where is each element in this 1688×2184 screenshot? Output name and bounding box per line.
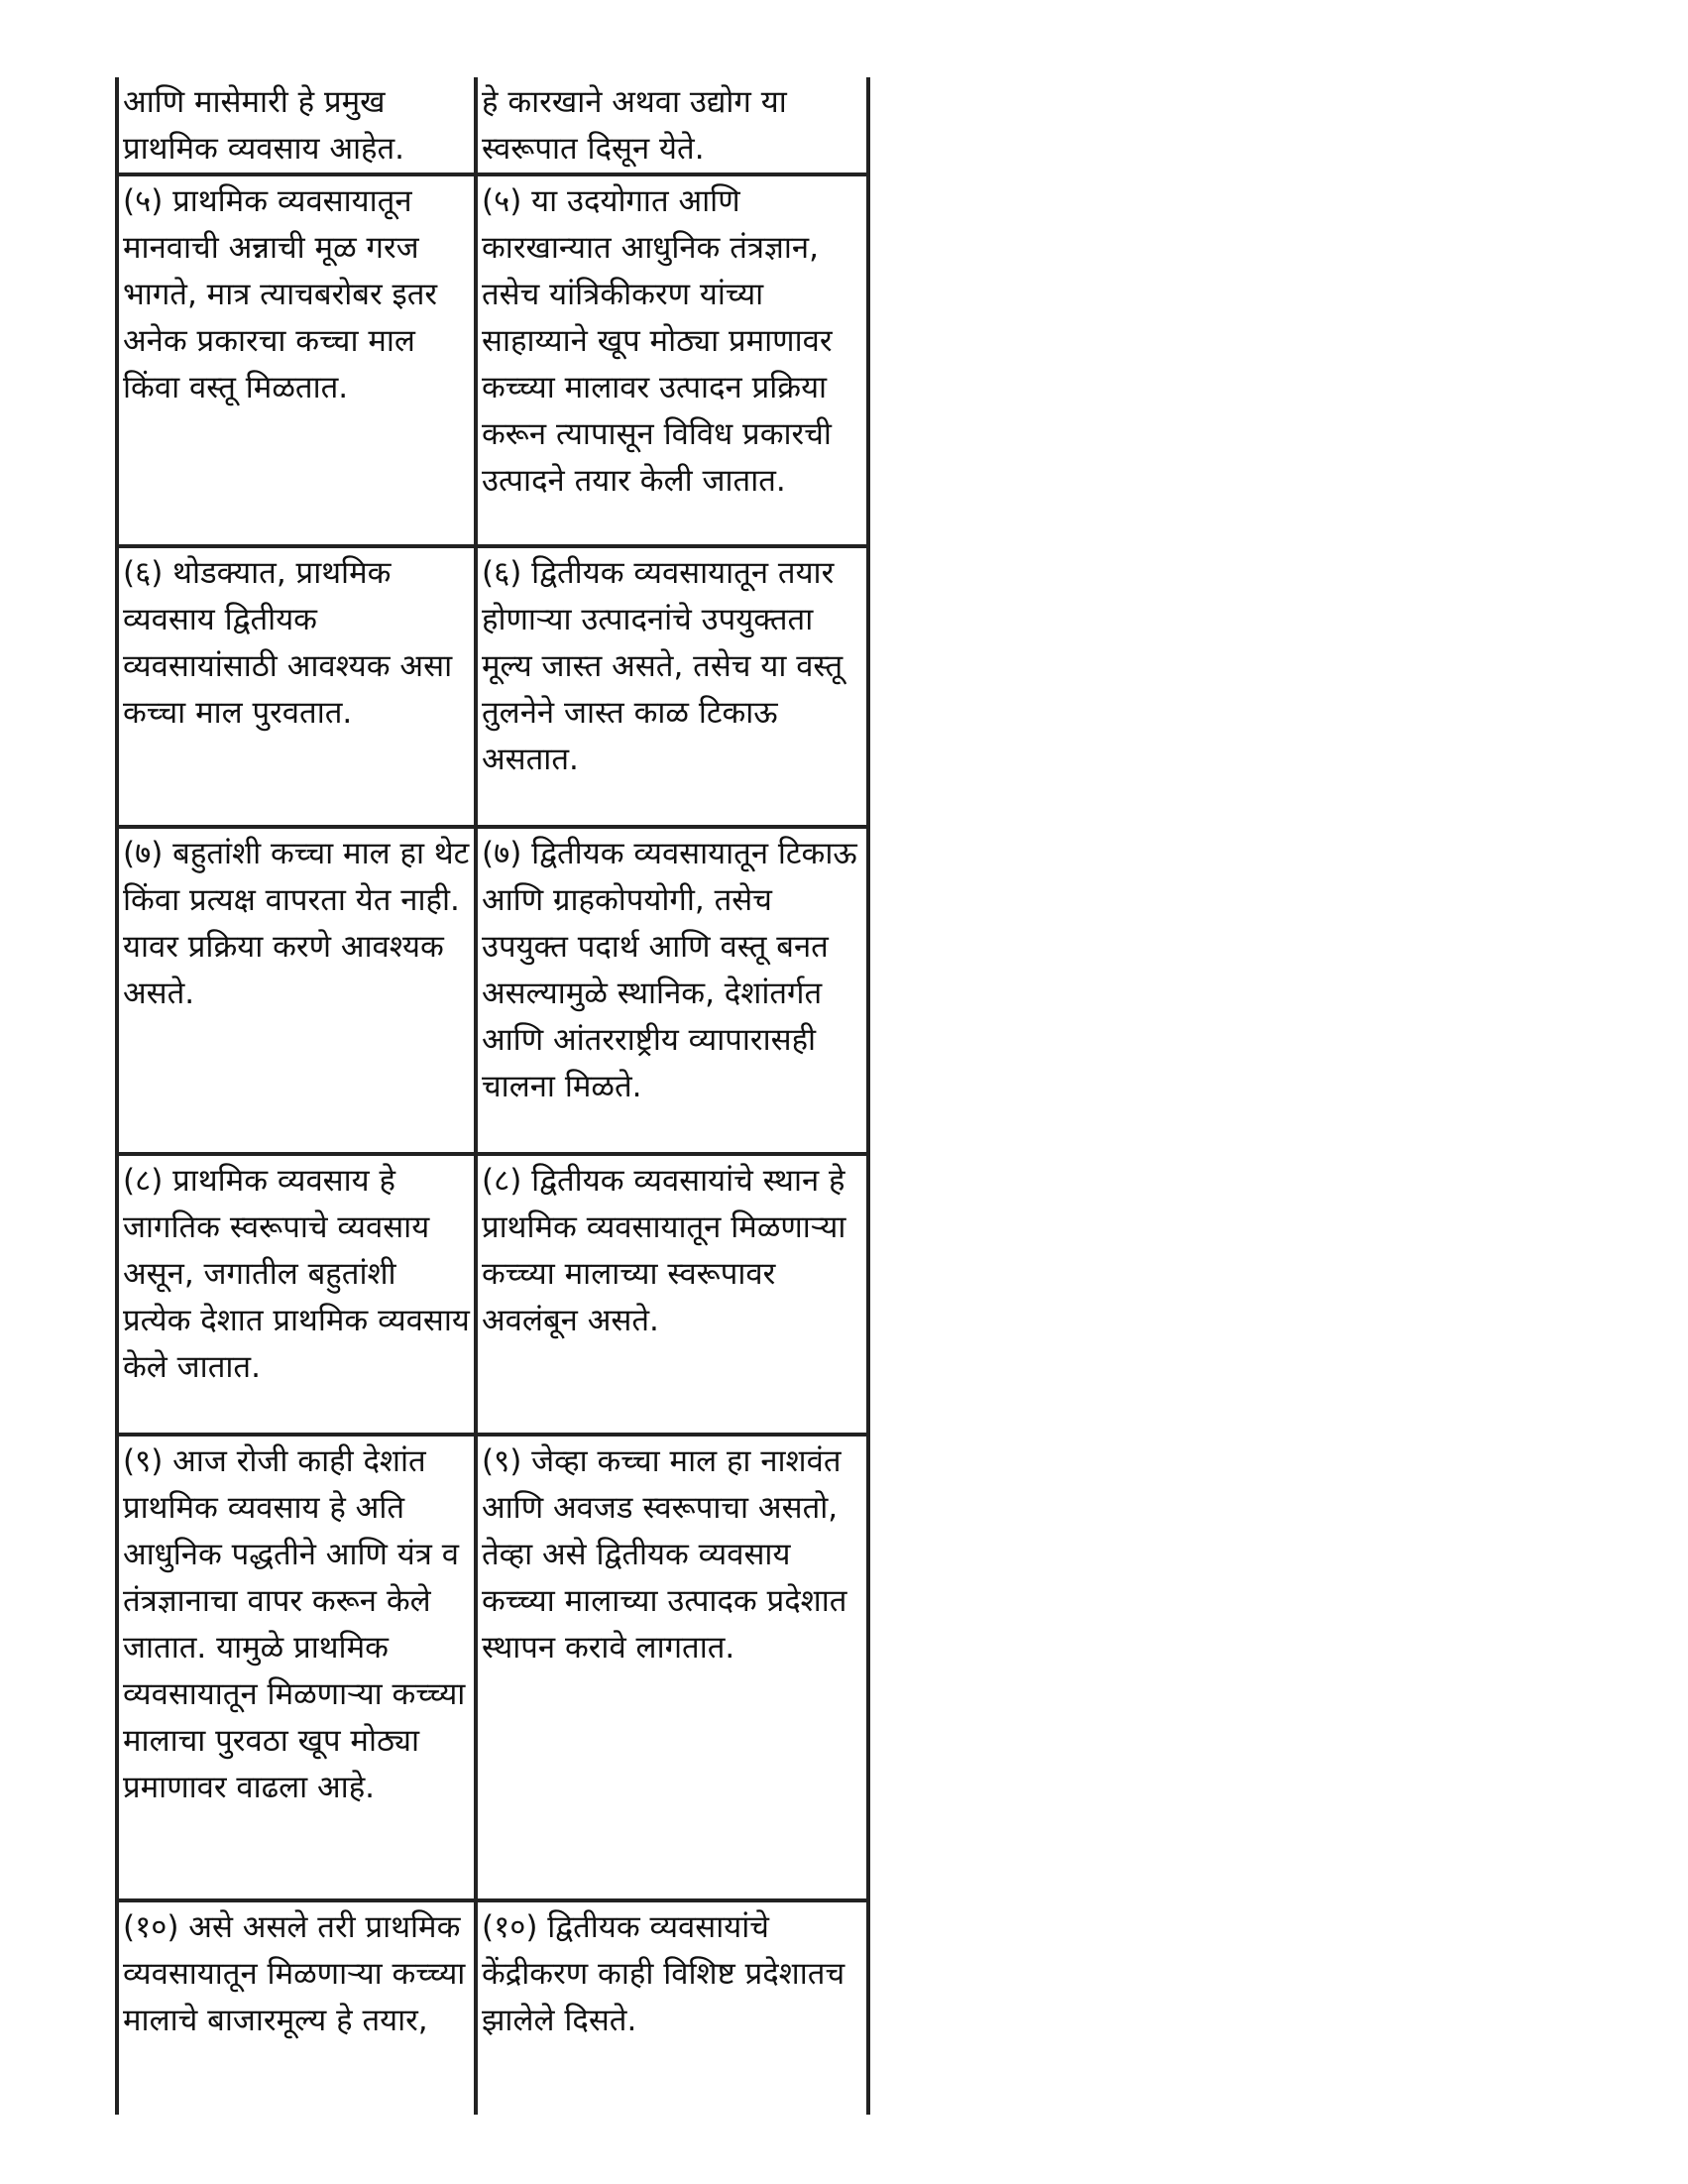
right-cell bbox=[476, 827, 868, 1154]
cell-text: (१०) असे असले तरी प्राथमिक व्यवसायातून मिळणाऱ्या कच्च्या मालाचे बाजारमूल्य हे तयार, bbox=[123, 1909, 466, 2038]
left-cell bbox=[117, 827, 476, 1154]
cell-text: (६) द्वितीयक व्यवसायातून तयार होणाऱ्या उत्पादनांचे उपयुक्तता मूल्य जास्त असते, तसेच या वस्तू तुलनेने जास्त काळ टिकाऊ असतात. bbox=[482, 555, 844, 777]
right-cell bbox=[476, 77, 868, 174]
table-row bbox=[117, 827, 868, 1154]
right-cell bbox=[476, 1900, 868, 2115]
right-cell bbox=[476, 1154, 868, 1435]
cell-text: (८) प्राथमिक व्यवसाय हे जागतिक स्वरूपाचे व्यवसाय असून, जगातील बहुतांशी प्रत्येक देशात प्राथमिक व्यवसाय केले जातात. bbox=[123, 1163, 470, 1385]
cell-text: (७) द्वितीयक व्यवसायातून टिकाऊ आणि ग्राहकोपयोगी, तसेच उपयुक्त पदार्थ आणि वस्तू बनत असल्यामुळे स्थानिक, देशांतर्गत आणि आंतरराष्ट्रीय व्यापारासही चालना मिळते. bbox=[482, 836, 857, 1104]
cell-text: (५) या उदयोगात आणि कारखान्यात आधुनिक तंत्रज्ञान, तसेच यांत्रिकीकरण यांच्या साहाय्याने खूप मोठ्या प्रमाणावर कच्च्या मालावर उत्पादन प्रक्रिया करून त्यापासून विविध प्रकारची उत्पादने तयार केली जातात. bbox=[482, 183, 833, 499]
cell-text: हे कारखाने अथवा उद्योग या स्वरूपात दिसून येते. bbox=[482, 84, 787, 167]
comparison-table-container bbox=[115, 77, 866, 2113]
left-cell bbox=[117, 174, 476, 546]
table-row bbox=[117, 1154, 868, 1435]
table-row bbox=[117, 174, 868, 546]
left-cell bbox=[117, 1154, 476, 1435]
cell-text: (५) प्राथमिक व्यवसायातून मानवाची अन्नाची मूळ गरज भागते, मात्र त्याचबरोबर इतर अनेक प्रकारचा कच्चा माल किंवा वस्तू मिळतात. bbox=[123, 183, 438, 405]
table-row bbox=[117, 546, 868, 827]
left-cell bbox=[117, 1900, 476, 2115]
left-cell bbox=[117, 546, 476, 827]
cell-text: (६) थोडक्यात, प्राथमिक व्यवसाय द्वितीयक व्यवसायांसाठी आवश्यक असा कच्चा माल पुरवतात. bbox=[123, 555, 453, 731]
cell-text: (७) बहुतांशी कच्चा माल हा थेट किंवा प्रत्यक्ष वापरता येत नाही. यावर प्रक्रिया करणे आवश्यक असते. bbox=[123, 836, 470, 1011]
cell-text: (९) आज रोजी काही देशांत प्राथमिक व्यवसाय हे अति आधुनिक पद्धतीने आणि यंत्र व तंत्रज्ञानाचा वापर करून केले जातात. यामुळे प्राथमिक व्यवसायातून मिळणाऱ्या कच्च्या मालाचा पुरवठा खूप मोठ्या प्रमाणावर वाढला आहे. bbox=[123, 1443, 466, 1805]
right-cell bbox=[476, 1435, 868, 1900]
left-cell bbox=[117, 77, 476, 174]
table-row bbox=[117, 1435, 868, 1900]
cell-text: (९) जेव्हा कच्चा माल हा नाशवंत आणि अवजड स्वरूपाचा असतो, तेव्हा असे द्वितीयक व्यवसाय कच्च्या मालाच्या उत्पादक प्रदेशात स्थापन करावे लागतात. bbox=[482, 1443, 847, 1666]
right-cell bbox=[476, 546, 868, 827]
cell-text: आणि मासेमारी हे प्रमुख प्राथमिक व्यवसाय आहेत. bbox=[123, 84, 405, 167]
table-row bbox=[117, 77, 868, 174]
cell-text: (८) द्वितीयक व्यवसायांचे स्थान हे प्राथमिक व्यवसायातून मिळणाऱ्या कच्च्या मालाच्या स्वरूपावर अवलंबून असते. bbox=[482, 1163, 846, 1338]
cell-text: (१०) द्वितीयक व्यवसायांचे केंद्रीकरण काही विशिष्ट प्रदेशातच झालेले दिसते. bbox=[482, 1909, 845, 2038]
table-row bbox=[117, 1900, 868, 2115]
comparison-table bbox=[115, 77, 870, 2115]
left-cell bbox=[117, 1435, 476, 1900]
right-cell bbox=[476, 174, 868, 546]
